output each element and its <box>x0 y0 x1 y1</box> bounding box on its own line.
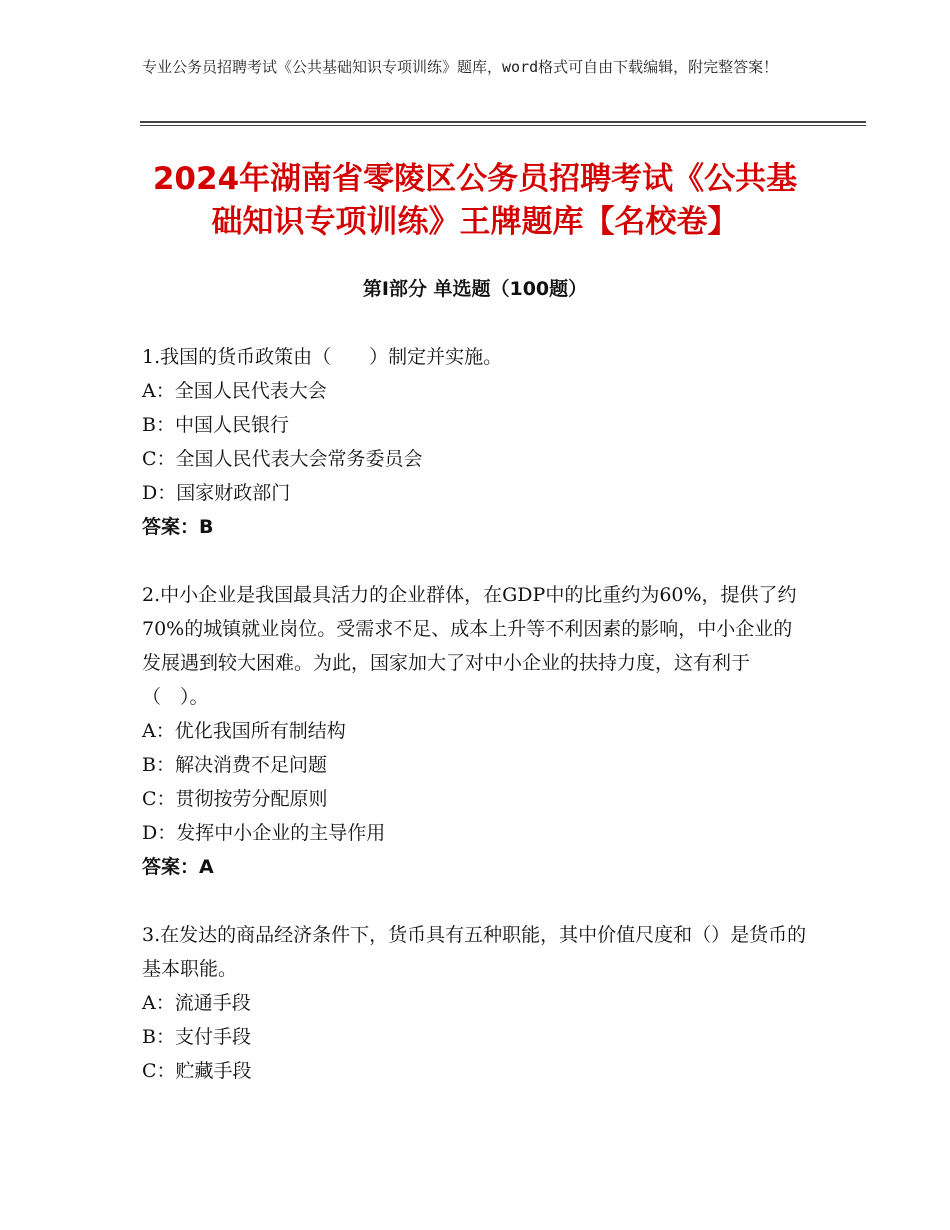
option-c: C：贮藏手段 <box>142 1060 252 1082</box>
option-d: D：国家财政部门 <box>142 482 291 504</box>
option-a: A：流通手段 <box>142 992 251 1014</box>
option-c: C：全国人民代表大会常务委员会 <box>142 448 423 470</box>
question-1 <box>142 340 810 544</box>
option-d: D：发挥中小企业的主导作用 <box>142 822 386 844</box>
answer: 答案：A <box>142 856 214 878</box>
option-a: A：优化我国所有制结构 <box>142 720 346 742</box>
section-title: 第Ⅰ部分 单选题（100题） <box>362 278 588 300</box>
option-b: B：解决消费不足问题 <box>142 754 327 776</box>
header-rule-thin <box>140 125 866 126</box>
question-text: 1.我国的货币政策由（ ）制定并实施。 <box>142 346 503 368</box>
header-rule <box>140 121 866 123</box>
document-title: 2024年湖南省零陵区公务员招聘考试《公共基础知识专项训练》王牌题库【名校卷】 <box>152 161 798 240</box>
question-text: 3.在发达的商品经济条件下，货币具有五种职能，其中价值尺度和（）是货币的基本职能。 <box>142 924 807 980</box>
question-3 <box>142 918 810 1088</box>
question-list <box>142 340 810 1122</box>
option-b: B：支付手段 <box>142 1026 251 1048</box>
option-b: B：中国人民银行 <box>142 414 289 436</box>
option-c: C：贯彻按劳分配原则 <box>142 788 328 810</box>
header-note: 专业公务员招聘考试《公共基础知识专项训练》题库，word格式可自由下载编辑，附完整答案！ <box>142 58 779 76</box>
option-a: A：全国人民代表大会 <box>142 380 327 402</box>
question-2 <box>142 578 810 884</box>
answer: 答案：B <box>142 516 214 538</box>
question-text: 2.中小企业是我国最具活力的企业群体，在GDP中的比重约为60%，提供了约70%的城镇就业岗位。受需求不足、成本上升等不利因素的影响，中小企业的发展遇到较大困难。为此，国家加大了对中小企业的扶持力度，这有利于（ ）。 <box>142 584 797 708</box>
